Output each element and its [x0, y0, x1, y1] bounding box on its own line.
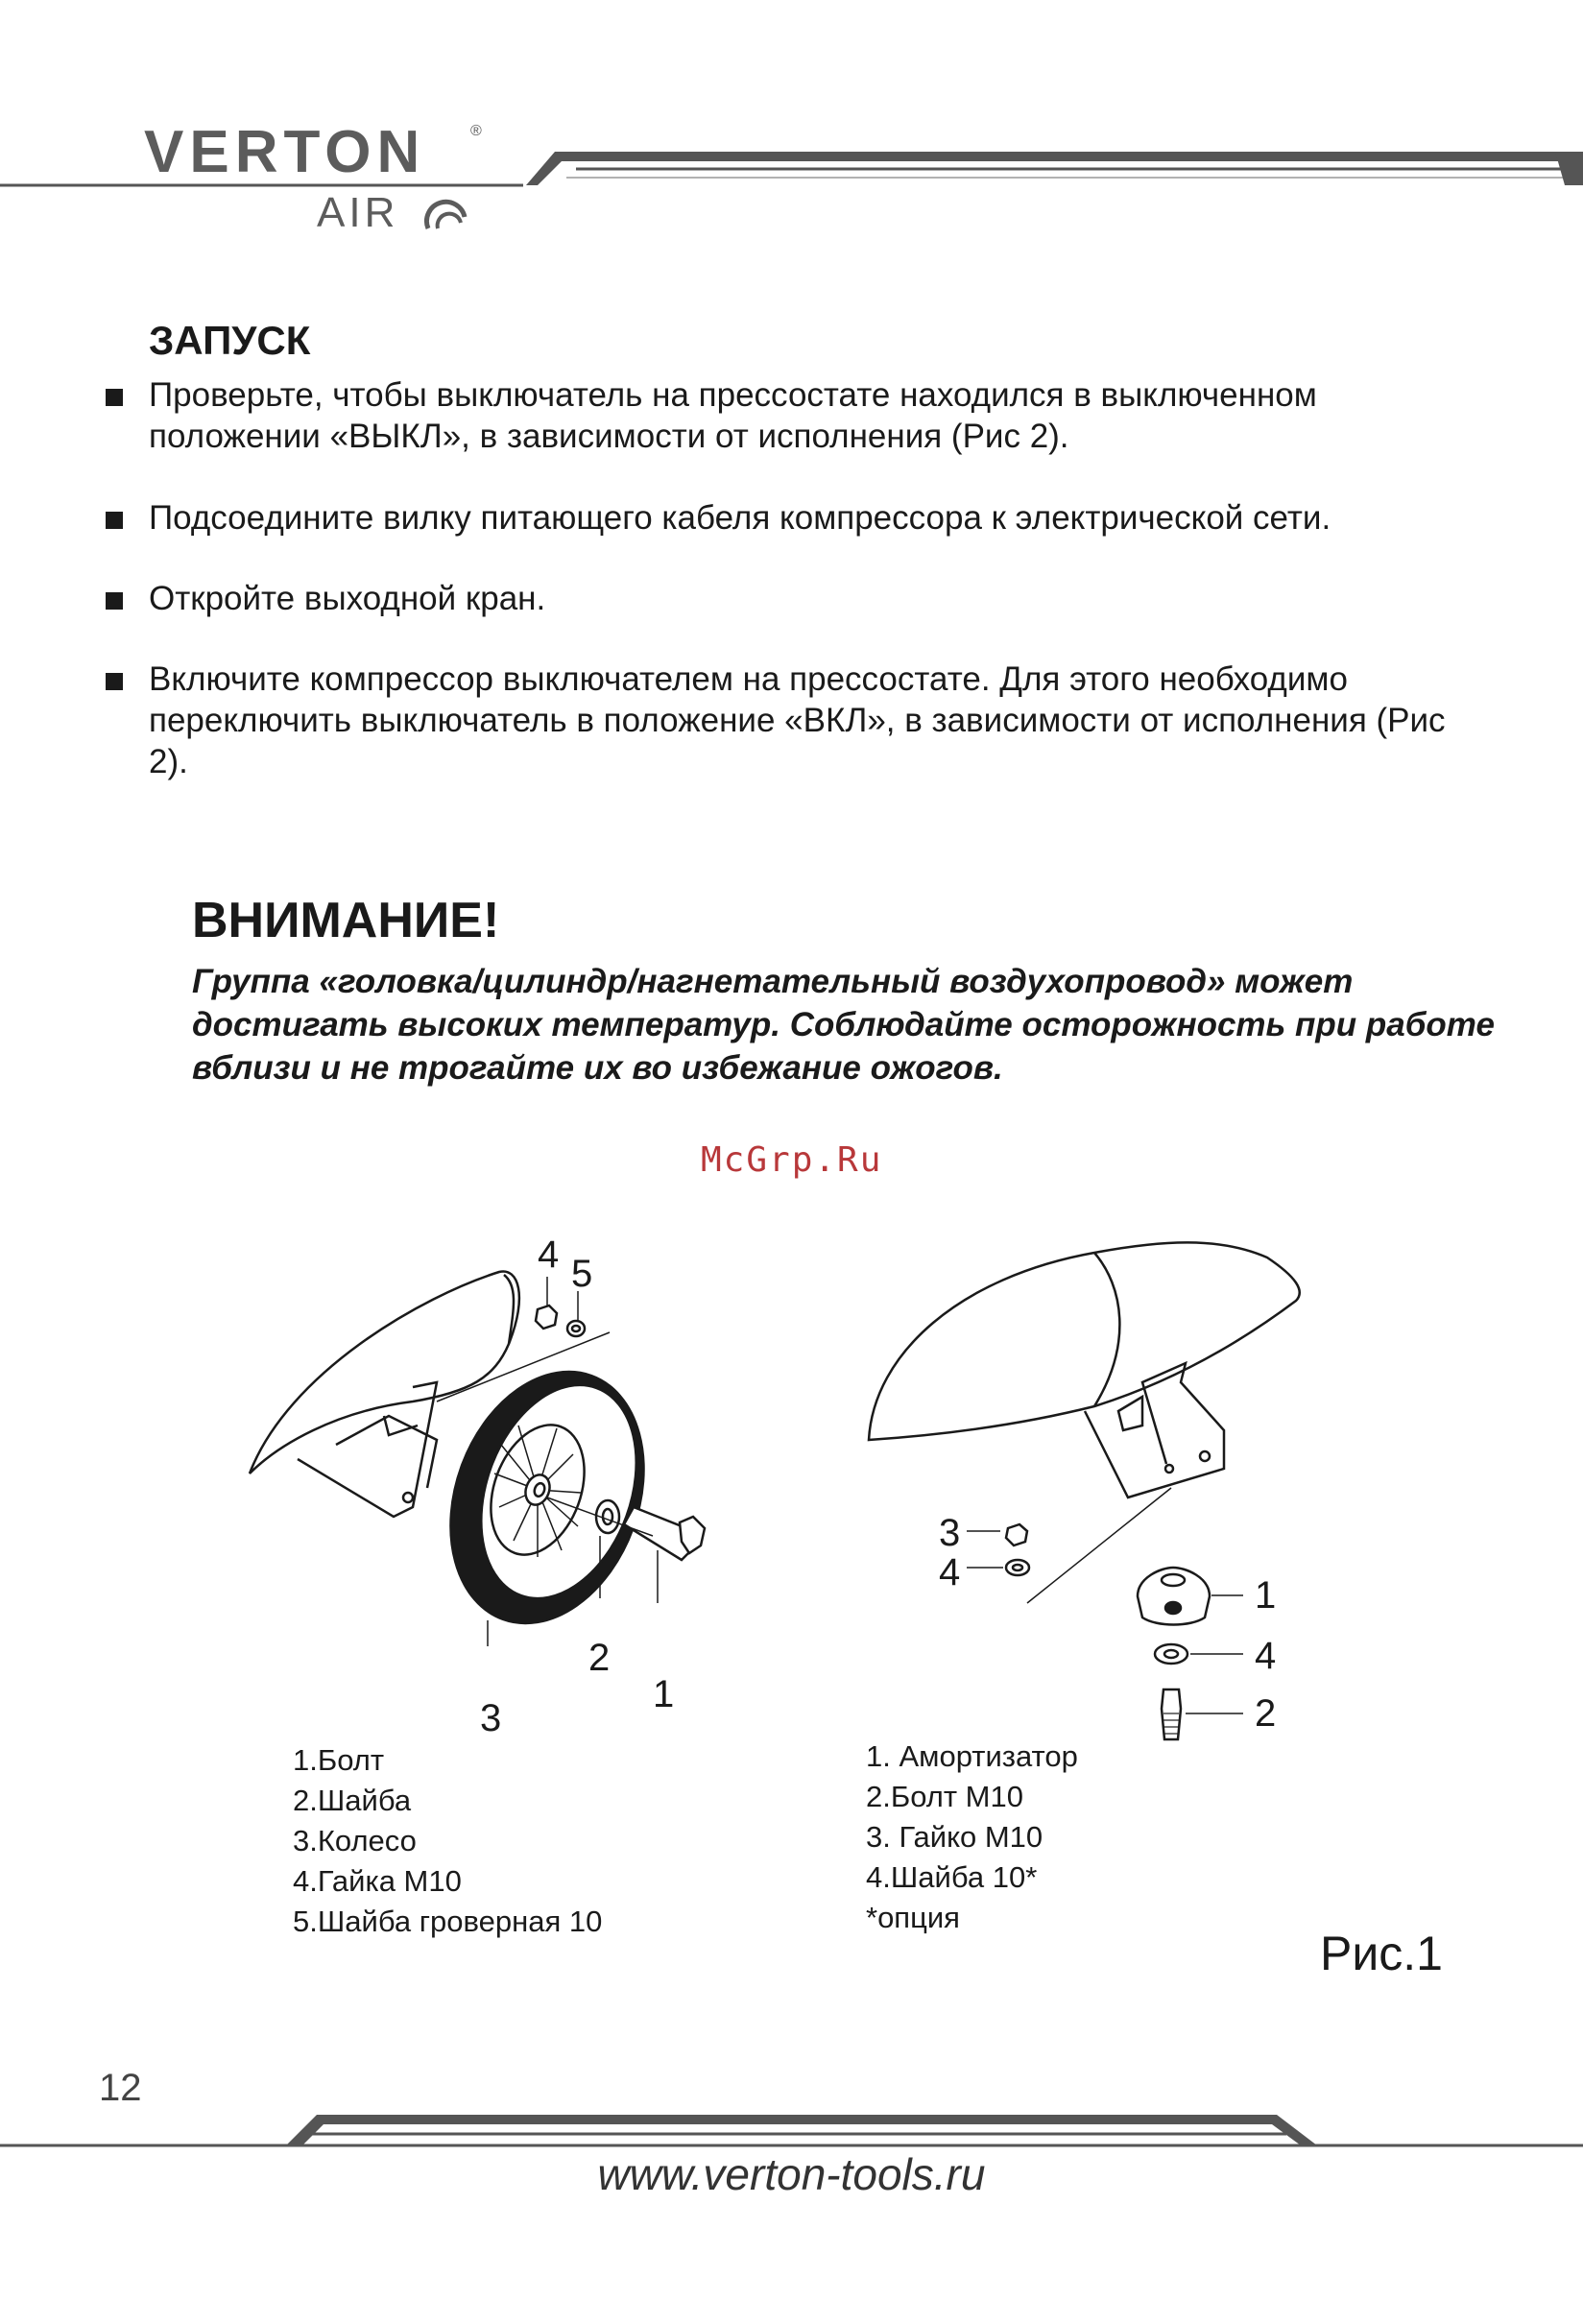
wheel-assembly-diagram: [230, 1219, 768, 1747]
washer-icon: [1006, 1560, 1029, 1575]
list-item: [149, 659, 1483, 782]
legend-left: [293, 1740, 602, 1942]
tank-shape: [869, 1242, 1300, 1440]
page-number: 12: [99, 2067, 142, 2109]
wheel-bracket: [298, 1382, 437, 1517]
callout-5: 5: [571, 1253, 593, 1295]
list-item: [149, 374, 1493, 457]
legend-item: 5.Шайба гроверная 10: [293, 1905, 603, 1938]
bullet-square-icon: [106, 673, 123, 690]
section-title-start: ЗАПУСК: [149, 318, 311, 363]
legend-item: 4.Гайка М10: [293, 1864, 462, 1898]
legend-item: 1. Амортизатор: [866, 1739, 1078, 1773]
list-item: [149, 497, 1493, 539]
nut-icon: [1006, 1524, 1027, 1545]
callout-1: 1: [653, 1673, 675, 1715]
list-item: [149, 578, 1493, 619]
list-item-text: Включите компрессор выключателем на прессостате. Для этого необходимо переключить выключатель в положение «ВКЛ», в зависимости от исполнения (Рис 2).: [149, 660, 1446, 780]
brand-logo-sub: AIR: [317, 189, 399, 236]
callout-4: 4: [939, 1551, 961, 1593]
legend-item: 2.Шайба: [293, 1784, 412, 1817]
legend-item: 3. Гайко М10: [866, 1820, 1043, 1854]
watermark: McGrp.Ru: [701, 1140, 883, 1180]
warning-title: ВНИМАНИЕ!: [192, 893, 500, 948]
brand-logo: VERTON: [144, 119, 426, 185]
callout-3: 3: [939, 1512, 961, 1554]
warning-text: Группа «головка/цилиндр/нагнетательный воздухопровод» может достигать высоких температур. Соблюдайте осторожность при работе вблизи и не трогайте их во избежание ожогов.: [192, 963, 1495, 1087]
callout-1: 1: [1255, 1574, 1277, 1617]
bullet-square-icon: [106, 592, 123, 610]
list-item-text: Проверьте, чтобы выключатель на прессостате находился в выключенном положении «ВЫКЛ», в зависимости от исполнения (Рис 2).: [149, 376, 1317, 455]
callout-3: 3: [480, 1697, 502, 1739]
washer-icon: [1155, 1644, 1187, 1664]
legend-right: [866, 1737, 1078, 1938]
nut-icon: [536, 1306, 557, 1329]
bolt-icon: [1162, 1689, 1181, 1739]
list-item-text: Откройте выходной кран.: [149, 580, 546, 617]
grover-washer-icon: [567, 1321, 585, 1336]
legend-item: *опция: [866, 1901, 960, 1934]
callout-2: 2: [588, 1637, 611, 1679]
callout-4: 4: [1255, 1635, 1277, 1677]
footer-url[interactable]: www.verton-tools.ru: [597, 2149, 986, 2199]
callout-4: 4: [538, 1234, 560, 1276]
legend-item: 2.Болт М10: [866, 1780, 1023, 1813]
legend-item: 4.Шайба 10*: [866, 1860, 1038, 1894]
bullet-square-icon: [106, 389, 123, 406]
registered-mark: ®: [470, 123, 482, 139]
figure-label: Рис.1: [1320, 1927, 1443, 1980]
bullet-square-icon: [106, 512, 123, 529]
callout-2: 2: [1255, 1692, 1277, 1735]
legend-item: 1.Болт: [293, 1743, 385, 1777]
list-item-text: Подсоедините вилку питающего кабеля компрессора к электрической сети.: [149, 499, 1331, 537]
damper-icon: [1138, 1568, 1210, 1625]
legend-item: 3.Колесо: [293, 1824, 417, 1857]
air-swirl-icon: [422, 190, 470, 234]
